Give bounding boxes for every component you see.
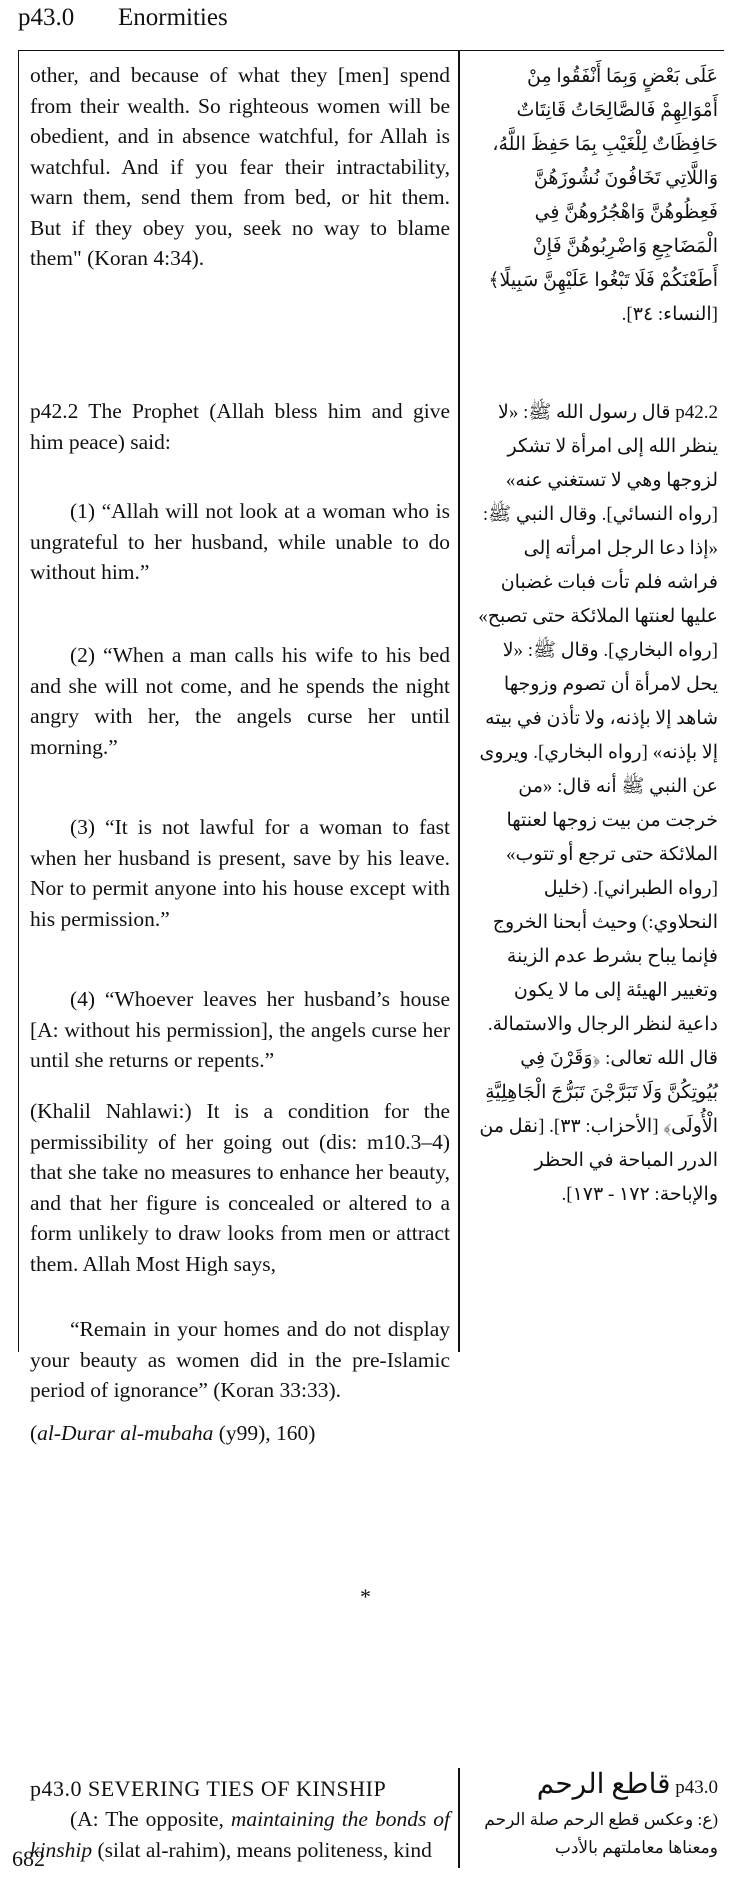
column-divider-section [458,1768,460,1868]
header-code: p43.0 [18,4,75,31]
koran-33-33: “Remain in your homes and do not display your beauty as women did in the pre-Islamic period of ignorance” (Koran 33:33). [30,1317,450,1402]
top-rule [18,50,724,51]
hadith-2: (2) “When a man calls his wife to his bed and she will not come, and he spends the night angry with her, the angels curse her until morning.” [30,643,450,759]
arabic-p43-intro: (ع: وعكس قطع الرحم صلة الرحم ومعناها معاملتهم بالأدب [484,1810,718,1857]
section-separator: * [360,1584,371,1609]
arabic-p43-heading [472,1768,718,1805]
left-rule [18,50,19,1352]
hadith-4: (4) “Whoever leaves her husband’s house [A: without his permission], the angels curse her until she returns or repents.” [30,987,450,1072]
source-citation: (al-Durar al-mubaha (y99), 160) [30,1421,316,1445]
hadith-1: (1) “Allah will not look at a woman who is ungrateful to her husband, while unable to do without him.” [30,499,450,584]
arabic-p43-tag: p43.0 [675,1777,718,1798]
source-title: al-Durar al-mubaha [37,1421,214,1445]
arabic-p42-2-text: قال رسول الله ﷺ: «لا ينظر الله إلى امرأة لا تشكر لزوجها وهي لا تستغني عنه» [رواه النسائي]. وقال النبي ﷺ: «إذا دعا الرجل امرأته إلى فراشه فلم تأت فبات غضبان عليها لعنتها الملائكة حتى تصبح» [رواه البخاري]. وقال ﷺ: «لا يحل لامرأة أن تصوم وزوجها شاهد إلا بإذنه، ولا تأذن في بيته إلا بإذنه» [رواه البخاري]. ويروى عن النبي ﷺ أنه قال: «من خرجت من بيت زوجها لعنتها الملائكة حتى ترجع أو تتوب» [رواه الطبراني]. (خليل النحلاوي:) وحيث أبحنا الخروج فإنما يباح بشرط عدم الزينة وتغيير الهيئة إلى ما لا يكون داعية لنظر الرجال والاستمالة. قال الله تعالى: ﴿وَقَرْنَ فِي بُيُوتِكُنَّ وَلَا تَبَرَّجْنَ تَبَرُّجَ الْجَاهِلِيَّةِ الْأُولَى﴾ [الأحزاب: ٣٣]. [نقل من الدرر المباحة في الحظر والإباحة: ١٧٢ - ١٧٣]. [478,402,718,1205]
arabic-p43-title: قاطع الرحم [536,1769,671,1800]
p43-title: p43.0 SEVERING TIES OF KINSHIP [30,1776,387,1801]
page-number: 682 [12,1846,45,1871]
p42-2-intro: p42.2 The Prophet (Allah bless him and give him peace) said: [30,399,450,454]
p43-intro-italic: maintaining the bonds of kinship [30,1807,450,1862]
hadith-3: (3) “It is not lawful for a woman to fast when her husband is present, save by his leave. Nor to permit anyone into his house except with his permission.” [30,815,450,931]
p43-intro: (A: The opposite, maintaining the bonds of kinship (silat al-rahim), means politeness, kind [30,1807,450,1862]
koran-continuation: other, and because of what they [men] spend from their wealth. So righteous women will be obedient, and in absence watchful, for Allah is watchful. And if you fear their intractability, warn them, send them from bed, or hit them. But if they obey you, seek no way to blame them" (Koran 4:34). [30,63,450,270]
arabic-p42-2 [472,396,718,1212]
arabic-p42-2-tag: p42.2 [675,402,718,423]
column-divider [458,50,460,1352]
nahlawi-commentary: (Khalil Nahlawi:) It is a condition for the permissibility of her going out (dis: m10.3–4) that she take no measures to enhance her beauty, and that her figure is concealed or altered to a form unlikely to draw looks from men or attract them. Allah Most High says, [30,1099,450,1276]
header-title: Enormities [118,4,228,31]
arabic-koran: عَلَى بَعْضٍ وَبِمَا أَنْفَقُوا مِنْ أَمْوَالِهِمْ فَالصَّالِحَاتُ قَانِتَاتٌ حَافِظَاتٌ لِلْغَيْبِ بِمَا حَفِظَ اللَّهُ، وَاللَّاتِي تَخَافُونَ نُشُوزَهُنَّ فَعِظُوهُنَّ وَاهْجُرُوهُنَّ فِي الْمَضَاجِعِ وَاضْرِبُوهُنَّ فَإِنْ أَطَعْنَكُمْ فَلَا تَبْغُوا عَلَيْهِنَّ سَبِيلًا﴾ [النساء: ٣٤]. [488,66,718,325]
